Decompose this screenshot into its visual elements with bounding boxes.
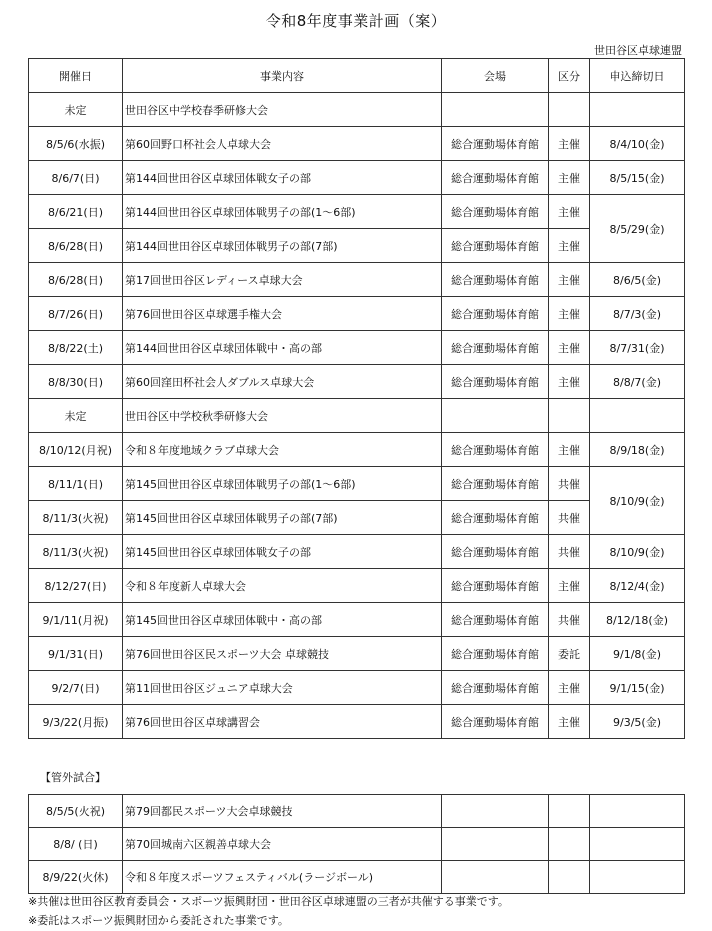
cell-venue: 総合運動場体育館 xyxy=(442,229,549,263)
cell-venue: 総合運動場体育館 xyxy=(442,331,549,365)
cell-category: 共催 xyxy=(549,603,590,637)
cell-category xyxy=(549,795,590,828)
table-row xyxy=(29,297,685,331)
cell-deadline: 9/3/5(金) xyxy=(590,705,685,739)
cell-date: 未定 xyxy=(29,399,123,433)
cell-venue: 総合運動場体育館 xyxy=(442,501,549,535)
cell-date: 9/3/22(月振) xyxy=(29,705,123,739)
cell-event: 第145回世田谷区卓球団体戦女子の部 xyxy=(123,535,442,569)
cell-event: 第60回野口杯社会人卓球大会 xyxy=(123,127,442,161)
cell-deadline xyxy=(590,795,685,828)
cell-deadline: 8/12/18(金) xyxy=(590,603,685,637)
cell-event: 第145回世田谷区卓球団体戦中・高の部 xyxy=(123,603,442,637)
cell-event: 第60回窪田杯社会人ダブルス卓球大会 xyxy=(123,365,442,399)
cell-category: 主催 xyxy=(549,365,590,399)
table-row xyxy=(29,467,685,501)
cell-category: 主催 xyxy=(549,161,590,195)
cell-category: 主催 xyxy=(549,433,590,467)
table-row xyxy=(29,795,685,828)
external-matches-heading: 【管外試合】 xyxy=(40,771,106,784)
cell-date: 8/6/28(日) xyxy=(29,229,123,263)
cell-deadline: 8/4/10(金) xyxy=(590,127,685,161)
cell-date: 8/11/3(火祝) xyxy=(29,501,123,535)
cell-category: 共催 xyxy=(549,501,590,535)
cell-venue xyxy=(442,795,549,828)
cell-event: 第76回世田谷区民スポーツ大会 卓球競技 xyxy=(123,637,442,671)
cell-date: 未定 xyxy=(29,93,123,127)
cell-category: 主催 xyxy=(549,705,590,739)
cell-venue: 総合運動場体育館 xyxy=(442,637,549,671)
table-row xyxy=(29,637,685,671)
table-row xyxy=(29,263,685,297)
cell-date: 8/10/12(月祝) xyxy=(29,433,123,467)
cell-deadline: 8/6/5(金) xyxy=(590,263,685,297)
cell-venue: 総合運動場体育館 xyxy=(442,127,549,161)
schedule-table xyxy=(28,58,685,739)
table-row xyxy=(29,161,685,195)
cell-deadline: 8/7/3(金) xyxy=(590,297,685,331)
table-row xyxy=(29,501,685,535)
cell-category xyxy=(549,93,590,127)
cell-category: 共催 xyxy=(549,467,590,501)
cell-deadline: 8/5/15(金) xyxy=(590,161,685,195)
cell-category: 共催 xyxy=(549,535,590,569)
cell-category: 主催 xyxy=(549,297,590,331)
cell-event: 第11回世田谷区ジュニア卓球大会 xyxy=(123,671,442,705)
cell-deadline: 8/5/29(金) xyxy=(590,195,685,263)
cell-venue: 総合運動場体育館 xyxy=(442,365,549,399)
cell-category: 主催 xyxy=(549,127,590,161)
table-row xyxy=(29,603,685,637)
cell-deadline xyxy=(590,861,685,894)
cell-date: 8/8/30(日) xyxy=(29,365,123,399)
cell-venue xyxy=(442,399,549,433)
cell-venue: 総合運動場体育館 xyxy=(442,535,549,569)
cell-event: 第79回都民スポーツ大会卓球競技 xyxy=(123,795,442,828)
cell-date: 8/5/5(火祝) xyxy=(29,795,123,828)
cell-date: 8/11/3(火祝) xyxy=(29,535,123,569)
column-header-event: 事業内容 xyxy=(123,59,442,93)
cell-venue: 総合運動場体育館 xyxy=(442,671,549,705)
table-row xyxy=(29,229,685,263)
cell-category: 主催 xyxy=(549,331,590,365)
cell-date: 8/6/21(日) xyxy=(29,195,123,229)
table-row xyxy=(29,365,685,399)
table-row xyxy=(29,331,685,365)
table-row xyxy=(29,705,685,739)
cell-date: 8/5/6(水振) xyxy=(29,127,123,161)
cell-event: 第144回世田谷区卓球団体戦中・高の部 xyxy=(123,331,442,365)
cell-date: 8/11/1(日) xyxy=(29,467,123,501)
cell-venue xyxy=(442,861,549,894)
cell-event: 第145回世田谷区卓球団体戦男子の部(1〜6部) xyxy=(123,467,442,501)
cell-event: 令和８年度スポーツフェスティバル(ラージボール) xyxy=(123,861,442,894)
cell-date: 9/1/31(日) xyxy=(29,637,123,671)
table-row xyxy=(29,399,685,433)
cell-date: 9/1/11(月祝) xyxy=(29,603,123,637)
cell-venue: 総合運動場体育館 xyxy=(442,433,549,467)
cell-category: 委託 xyxy=(549,637,590,671)
cell-deadline: 8/9/18(金) xyxy=(590,433,685,467)
cell-event: 第144回世田谷区卓球団体戦女子の部 xyxy=(123,161,442,195)
cell-venue: 総合運動場体育館 xyxy=(442,569,549,603)
footnote-cohost: ※共催は世田谷区教育委員会・スポーツ振興財団・世田谷区卓球連盟の三者が共催する事業です。 xyxy=(28,895,509,908)
cell-deadline: 8/7/31(金) xyxy=(590,331,685,365)
cell-event: 第17回世田谷区レディース卓球大会 xyxy=(123,263,442,297)
table-row xyxy=(29,861,685,894)
cell-deadline: 9/1/8(金) xyxy=(590,637,685,671)
cell-category xyxy=(549,828,590,861)
cell-deadline: 8/8/7(金) xyxy=(590,365,685,399)
cell-deadline: 9/1/15(金) xyxy=(590,671,685,705)
cell-venue: 総合運動場体育館 xyxy=(442,705,549,739)
cell-category: 主催 xyxy=(549,195,590,229)
column-header-deadline: 申込締切日 xyxy=(590,59,685,93)
table-row xyxy=(29,828,685,861)
external-matches-table xyxy=(28,794,685,894)
table-row xyxy=(29,127,685,161)
footnote-commission: ※委託はスポーツ振興財団から委託された事業です。 xyxy=(28,914,289,927)
cell-event: 世田谷区中学校春季研修大会 xyxy=(123,93,442,127)
cell-event: 第144回世田谷区卓球団体戦男子の部(7部) xyxy=(123,229,442,263)
cell-date: 8/7/26(日) xyxy=(29,297,123,331)
cell-venue: 総合運動場体育館 xyxy=(442,297,549,331)
cell-date: 8/9/22(火休) xyxy=(29,861,123,894)
table-header-row xyxy=(29,59,685,93)
cell-event: 第144回世田谷区卓球団体戦男子の部(1〜6部) xyxy=(123,195,442,229)
cell-category: 主催 xyxy=(549,569,590,603)
cell-venue: 総合運動場体育館 xyxy=(442,161,549,195)
cell-event: 第70回城南六区親善卓球大会 xyxy=(123,828,442,861)
cell-event: 第145回世田谷区卓球団体戦男子の部(7部) xyxy=(123,501,442,535)
cell-venue: 総合運動場体育館 xyxy=(442,263,549,297)
table-row xyxy=(29,93,685,127)
cell-event: 令和８年度新人卓球大会 xyxy=(123,569,442,603)
cell-deadline: 8/10/9(金) xyxy=(590,535,685,569)
cell-venue: 総合運動場体育館 xyxy=(442,467,549,501)
cell-date: 8/6/7(日) xyxy=(29,161,123,195)
column-header-venue: 会場 xyxy=(442,59,549,93)
cell-deadline xyxy=(590,93,685,127)
cell-event: 第76回世田谷区卓球講習会 xyxy=(123,705,442,739)
cell-deadline xyxy=(590,399,685,433)
column-header-category: 区分 xyxy=(549,59,590,93)
page-title: 令和8年度事業計画（案） xyxy=(265,12,447,30)
table-row xyxy=(29,671,685,705)
cell-venue xyxy=(442,93,549,127)
cell-event: 第76回世田谷区卓球選手権大会 xyxy=(123,297,442,331)
cell-date: 8/6/28(日) xyxy=(29,263,123,297)
cell-date: 9/2/7(日) xyxy=(29,671,123,705)
organization-name: 世田谷区卓球連盟 xyxy=(594,44,682,57)
cell-category xyxy=(549,399,590,433)
table-row xyxy=(29,569,685,603)
cell-category xyxy=(549,861,590,894)
table-row xyxy=(29,433,685,467)
cell-venue xyxy=(442,828,549,861)
cell-venue: 総合運動場体育館 xyxy=(442,603,549,637)
table-row xyxy=(29,535,685,569)
cell-date: 8/8/22(土) xyxy=(29,331,123,365)
cell-date: 8/12/27(日) xyxy=(29,569,123,603)
cell-deadline xyxy=(590,828,685,861)
cell-venue: 総合運動場体育館 xyxy=(442,195,549,229)
cell-deadline: 8/10/9(金) xyxy=(590,467,685,535)
cell-deadline: 8/12/4(金) xyxy=(590,569,685,603)
cell-category: 主催 xyxy=(549,229,590,263)
cell-category: 主催 xyxy=(549,263,590,297)
cell-event: 令和８年度地域クラブ卓球大会 xyxy=(123,433,442,467)
cell-event: 世田谷区中学校秋季研修大会 xyxy=(123,399,442,433)
table-row xyxy=(29,195,685,229)
column-header-date: 開催日 xyxy=(29,59,123,93)
cell-date: 8/8/ (日) xyxy=(29,828,123,861)
cell-category: 主催 xyxy=(549,671,590,705)
